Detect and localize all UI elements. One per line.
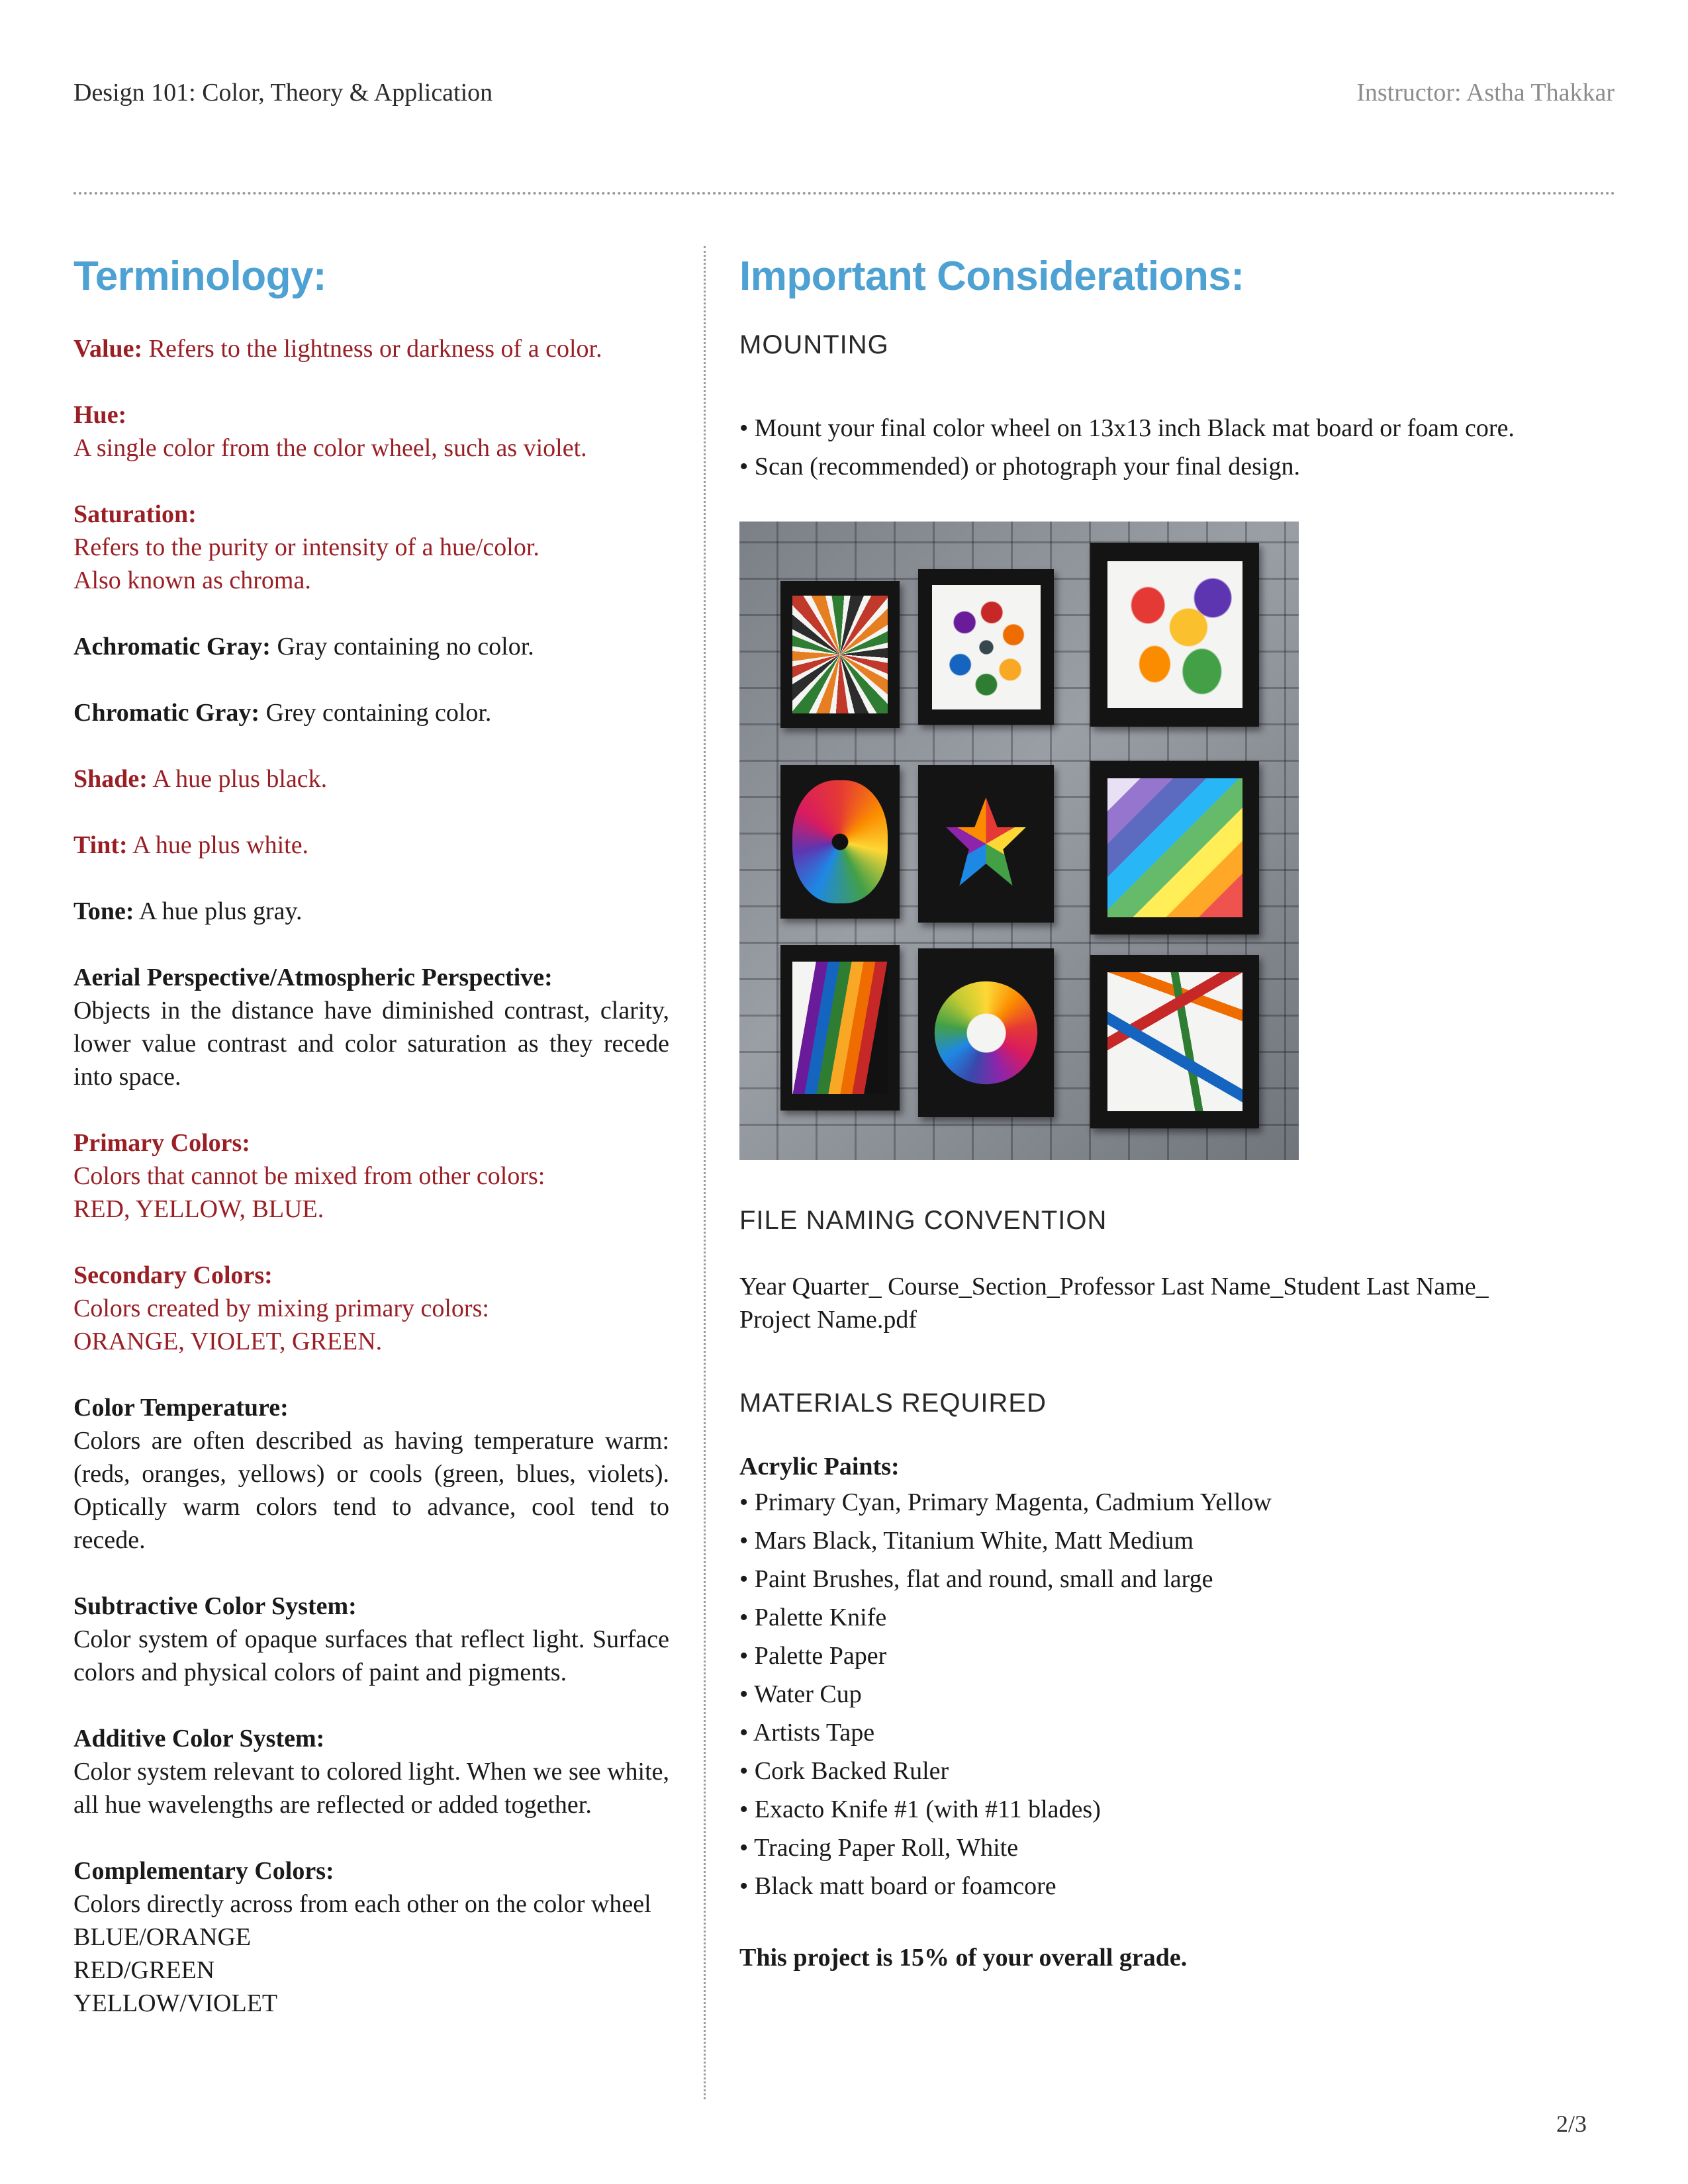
term-complementary-colors: Complementary Colors: Colors directly across from each other on the color wheel BLUE/ORANGE RED/GREEN YELLOW/VIOLET	[73, 1857, 651, 2017]
term-chromatic-gray: Chromatic Gray: Grey containing color.	[73, 699, 492, 727]
artwork-frame	[780, 945, 900, 1111]
header-divider	[73, 192, 1616, 195]
term-additive-color-system: Additive Color System: Color system relevant to colored light. When we see white, all hue wavelengths are reflected or added together.	[73, 1725, 669, 1819]
artwork-square-ring	[932, 966, 1041, 1101]
considerations-column	[739, 251, 1620, 1974]
artwork-radial-petals	[792, 596, 888, 713]
list-item: • Tracing Paper Roll, White	[739, 1834, 1019, 1862]
list-item: • Palette Knife	[739, 1604, 887, 1631]
term-secondary-colors: Secondary Colors: Colors created by mixing primary colors: ORANGE, VIOLET, GREEN.	[73, 1261, 489, 1355]
materials-heading: MATERIALS REQUIRED	[739, 1388, 1047, 1418]
file-naming-heading: FILE NAMING CONVENTION	[739, 1206, 1107, 1235]
list-item: • Primary Cyan, Primary Magenta, Cadmium Yellow	[739, 1488, 1272, 1516]
term-primary-colors: Primary Colors: Colors that cannot be mixed from other colors: RED, YELLOW, BLUE.	[73, 1129, 545, 1223]
list-item: • Exacto Knife #1 (with #11 blades)	[739, 1796, 1101, 1823]
artwork-swirl-drops	[1107, 561, 1243, 708]
artwork-frame	[918, 765, 1054, 923]
artwork-diagonal-mosaic	[1107, 778, 1243, 917]
course-title: Design 101: Color, Theory & Application	[73, 79, 493, 107]
terminology-column	[73, 251, 669, 2053]
list-item: • Water Cup	[739, 1680, 862, 1708]
instructor-name: Instructor: Astha Thakkar	[1356, 79, 1615, 107]
artwork-overlapping-circles	[792, 780, 888, 903]
artwork-frame	[780, 581, 900, 728]
artwork-frame	[918, 948, 1054, 1117]
page-number: 2/3	[1556, 2111, 1587, 2137]
artwork-stripes	[792, 962, 888, 1094]
file-convention-line-2: Project Name.pdf	[739, 1306, 917, 1334]
list-item: • Artists Tape	[739, 1719, 875, 1747]
page-header	[73, 78, 1615, 118]
list-item: • Mars Black, Titanium White, Matt Medium	[739, 1527, 1194, 1555]
artwork-frame	[1090, 543, 1259, 727]
artwork-frame	[918, 569, 1054, 725]
artwork-frame	[1090, 761, 1259, 934]
term-saturation: Saturation: Refers to the purity or intensity of a hue/color. Also known as chroma.	[73, 500, 539, 594]
list-item: • Paint Brushes, flat and round, small and large	[739, 1565, 1213, 1593]
mounting-item: • Mount your final color wheel on 13x13 inch Black mat board or foam core.	[739, 414, 1515, 442]
term-aerial-perspective: Aerial Perspective/Atmospheric Perspective: Objects in the distance have diminished contrast, clarity, lower value contrast and color saturation as they recede into space.	[73, 964, 669, 1091]
artwork-circle-dots	[932, 585, 1041, 709]
artwork-star	[939, 789, 1034, 899]
mounting-heading: MOUNTING	[739, 330, 889, 359]
term-subtractive-color-system: Subtractive Color System: Color system of opaque surfaces that reflect light. Surface colors and physical colors of paint and pigments.	[73, 1592, 669, 1686]
term-hue: Hue: A single color from the color wheel, such as violet.	[73, 401, 587, 462]
artwork-shards	[1107, 972, 1243, 1111]
grade-note: This project is 15% of your overall grade.	[739, 1944, 1188, 1972]
term-shade: Shade: A hue plus black.	[73, 765, 328, 793]
materials-list	[739, 1483, 1620, 1905]
term-tint: Tint: A hue plus white.	[73, 831, 309, 859]
acrylic-paints-label: Acrylic Paints:	[739, 1453, 900, 1480]
term-achromatic-gray: Achromatic Gray: Gray containing no color.	[73, 633, 534, 660]
term-color-temperature: Color Temperature: Colors are often described as having temperature warm: (reds, oranges, yellows) or cools (green, blues, violets). Optically warm colors tend to advance, cool tend to recede.	[73, 1394, 669, 1554]
list-item: • Cork Backed Ruler	[739, 1757, 949, 1785]
term-tone: Tone: A hue plus gray.	[73, 897, 303, 925]
terminology-title: Terminology:	[73, 253, 327, 299]
color-wheel-gallery-photo	[739, 522, 1299, 1160]
file-convention-line-1: Year Quarter_ Course_Section_Professor Last Name_Student Last Name_	[739, 1273, 1489, 1300]
artwork-frame	[780, 765, 900, 919]
artwork-frame	[1090, 955, 1259, 1128]
list-item: • Black matt board or foamcore	[739, 1872, 1056, 1900]
mounting-item: • Scan (recommended) or photograph your final design.	[739, 453, 1300, 480]
considerations-title: Important Considerations:	[739, 253, 1244, 299]
list-item: • Palette Paper	[739, 1642, 887, 1670]
term-value: Value: Refers to the lightness or darkness of a color.	[73, 335, 602, 363]
column-divider	[704, 246, 706, 2099]
